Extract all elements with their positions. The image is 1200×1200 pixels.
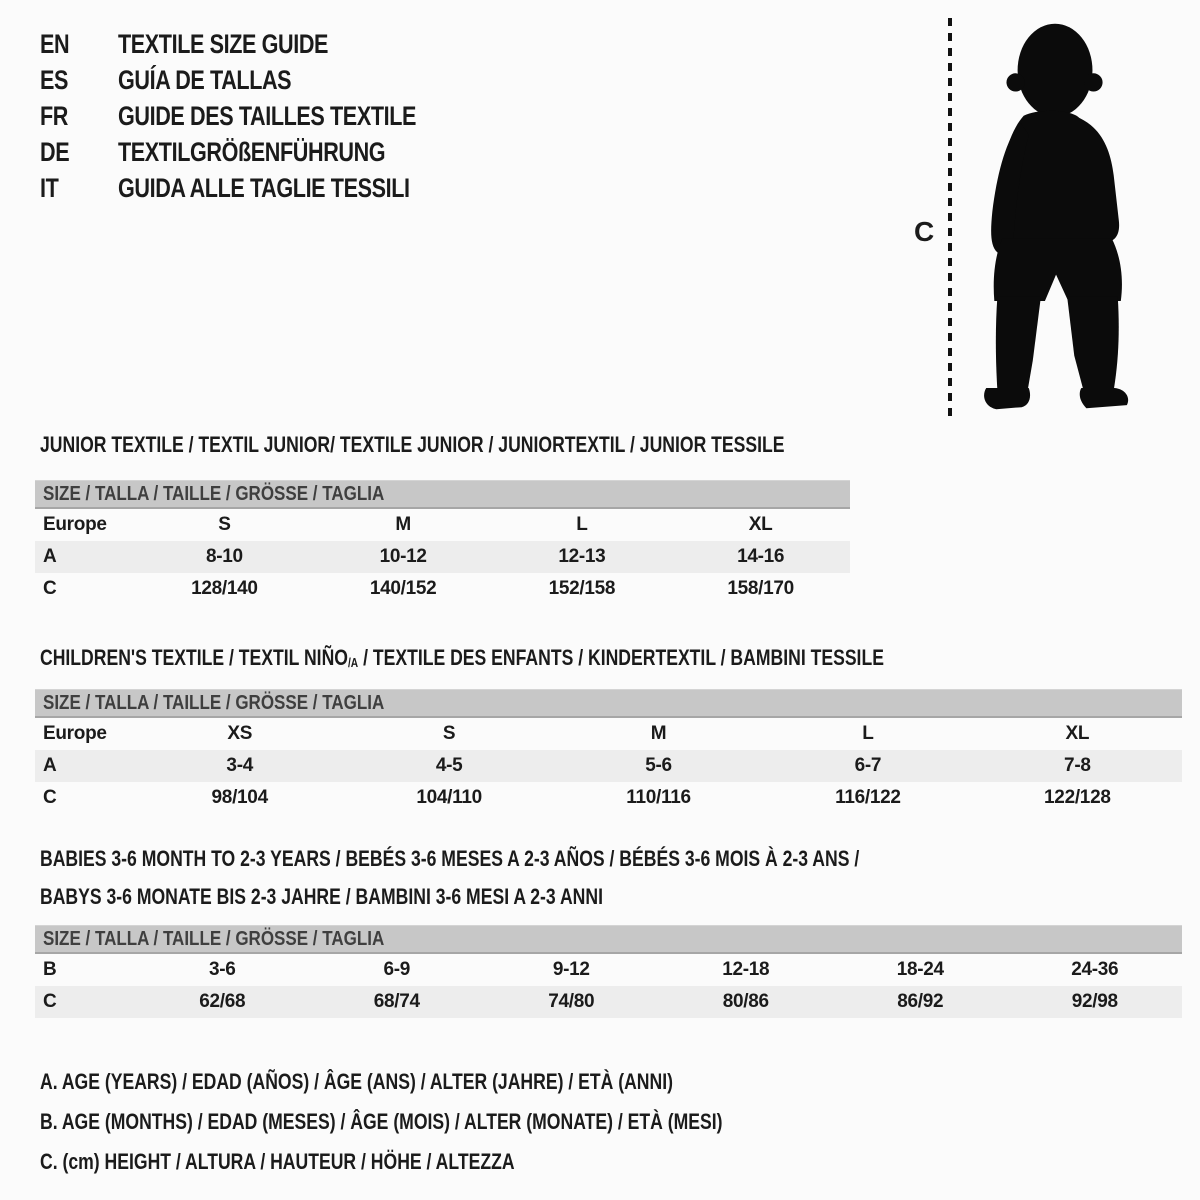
height-cell: 140/152: [369, 578, 437, 599]
height-measure-dashed-line: [948, 18, 952, 418]
age-cell: 5-6: [645, 755, 672, 776]
age-cell: 12-13: [558, 546, 606, 567]
table-row-height: [35, 782, 1182, 814]
height-cell: 158/170: [727, 578, 794, 599]
table-row-europe: [35, 718, 1182, 750]
height-cell: 62/68: [199, 991, 246, 1012]
size-header-label: SIZE / TALLA / TAILLE / GRÖSSE / TAGLIA: [43, 691, 385, 714]
legend-line-c: C. (cm) HEIGHT / ALTURA / HAUTEUR / HÖHE / ALTEZZA: [40, 1149, 515, 1174]
language-title: GUIDA ALLE TAGLIE TESSILI: [118, 172, 410, 203]
junior-size-table: [35, 480, 850, 605]
height-cell: 122/128: [1044, 787, 1111, 808]
babies-size-table: [35, 925, 1182, 1018]
row-label: B: [43, 959, 57, 980]
language-title: TEXTILE SIZE GUIDE: [118, 28, 329, 59]
size-cell: S: [218, 514, 231, 535]
legend-line-a: A. AGE (YEARS) / EDAD (AÑOS) / ÂGE (ANS) / ALTER (JAHRE) / ETÀ (ANNI): [40, 1069, 673, 1094]
language-code: DE: [40, 136, 70, 167]
height-cell: 128/140: [191, 578, 258, 599]
row-label: C: [43, 787, 57, 808]
age-cell: 12-18: [722, 959, 770, 980]
height-cell: 152/158: [548, 578, 616, 599]
size-cell: S: [442, 723, 456, 744]
age-cell: 24-36: [1071, 959, 1119, 980]
size-cell: XL: [748, 514, 773, 535]
language-title: GUIDE DES TAILLES TEXTILE: [118, 100, 417, 131]
legend-line-b: B. AGE (MONTHS) / EDAD (MESES) / ÂGE (MOIS) / ALTER (MONATE) / ETÀ (MESI): [40, 1109, 723, 1134]
junior-section-title: JUNIOR TEXTILE / TEXTIL JUNIOR/ TEXTILE JUNIOR / JUNIORTEXTIL / JUNIOR TESSILE: [40, 432, 785, 457]
row-label: Europe: [43, 514, 107, 535]
age-cell: 14-16: [737, 546, 785, 567]
age-cell: 10-12: [379, 546, 427, 567]
table-row-age: [35, 750, 1182, 782]
language-row: [40, 98, 491, 134]
nino-a-subscript: /A: [347, 655, 359, 670]
size-cell: XS: [227, 723, 253, 744]
size-header-label: SIZE / TALLA / TAILLE / GRÖSSE / TAGLIA: [43, 482, 385, 505]
babies-section-title: BABIES 3-6 MONTH TO 2-3 YEARS / BEBÉS 3-6 MESES A 2-3 AÑOS / BÉBÉS 3-6 MOIS À 2-3 ANS / BABYS 3-6 MONATE BIS 2-3 JAHRE / BAMBINI 3-6 MESI A 2-3 ANNI: [40, 846, 860, 909]
language-code: ES: [40, 64, 69, 95]
age-cell: 3-6: [208, 959, 236, 980]
age-cell: 6-7: [854, 755, 882, 776]
row-label: Europe: [43, 723, 107, 744]
age-cell: 6-9: [383, 959, 411, 980]
table-row-age: [35, 541, 850, 573]
toddler-silhouette-icon: [966, 20, 1138, 418]
size-header-bar: [35, 480, 850, 509]
legend: [40, 1062, 893, 1182]
language-code: IT: [40, 172, 59, 203]
age-cell: 3-4: [226, 755, 253, 776]
measure-label-c: C: [914, 216, 935, 247]
size-cell: L: [862, 723, 874, 744]
size-cell: XL: [1065, 723, 1090, 744]
size-header-label: SIZE / TALLA / TAILLE / GRÖSSE / TAGLIA: [43, 927, 385, 950]
language-list: [40, 26, 491, 206]
table-row-age-months: [35, 954, 1182, 986]
height-cell: 104/110: [416, 787, 482, 808]
size-cell: L: [576, 514, 588, 535]
age-cell: 18-24: [896, 959, 944, 980]
language-row: [40, 26, 491, 62]
height-cell: 68/74: [373, 991, 420, 1012]
table-row-height: [35, 573, 850, 605]
height-cell: 80/86: [722, 991, 769, 1012]
height-cell: 74/80: [548, 991, 595, 1012]
children-size-table: [35, 689, 1182, 814]
language-row: [40, 62, 491, 98]
language-title: GUÍA DE TALLAS: [118, 64, 292, 95]
height-cell: 98/104: [211, 787, 268, 808]
age-cell: 7-8: [1064, 755, 1091, 776]
language-title: TEXTILGRÖßENFÜHRUNG: [118, 136, 386, 167]
height-cell: 116/122: [835, 787, 901, 808]
table-row-height: [35, 986, 1182, 1018]
row-label: A: [43, 755, 57, 776]
age-cell: 4-5: [435, 755, 463, 776]
language-row: [40, 134, 491, 170]
size-cell: M: [395, 514, 411, 535]
height-cell: 110/116: [626, 787, 691, 808]
height-cell: 92/98: [1071, 991, 1118, 1012]
table-row-europe: [35, 509, 850, 541]
size-cell: M: [650, 723, 667, 744]
row-label: A: [43, 546, 57, 567]
size-header-bar: [35, 689, 1182, 718]
language-code: EN: [40, 28, 70, 59]
size-header-bar: [35, 925, 1182, 954]
height-cell: 86/92: [897, 991, 944, 1012]
row-label: C: [43, 578, 57, 599]
language-row: [40, 170, 491, 206]
age-cell: 9-12: [552, 959, 590, 980]
language-code: FR: [40, 100, 68, 131]
age-cell: 8-10: [205, 546, 243, 567]
row-label: C: [43, 991, 57, 1012]
children-section-title: CHILDREN'S TEXTILE / TEXTIL $NIÑO_{/A}$ / TEXTILE DES ENFANTS / KINDERTEXTIL / BAMBINI TESSILE: [40, 645, 884, 670]
